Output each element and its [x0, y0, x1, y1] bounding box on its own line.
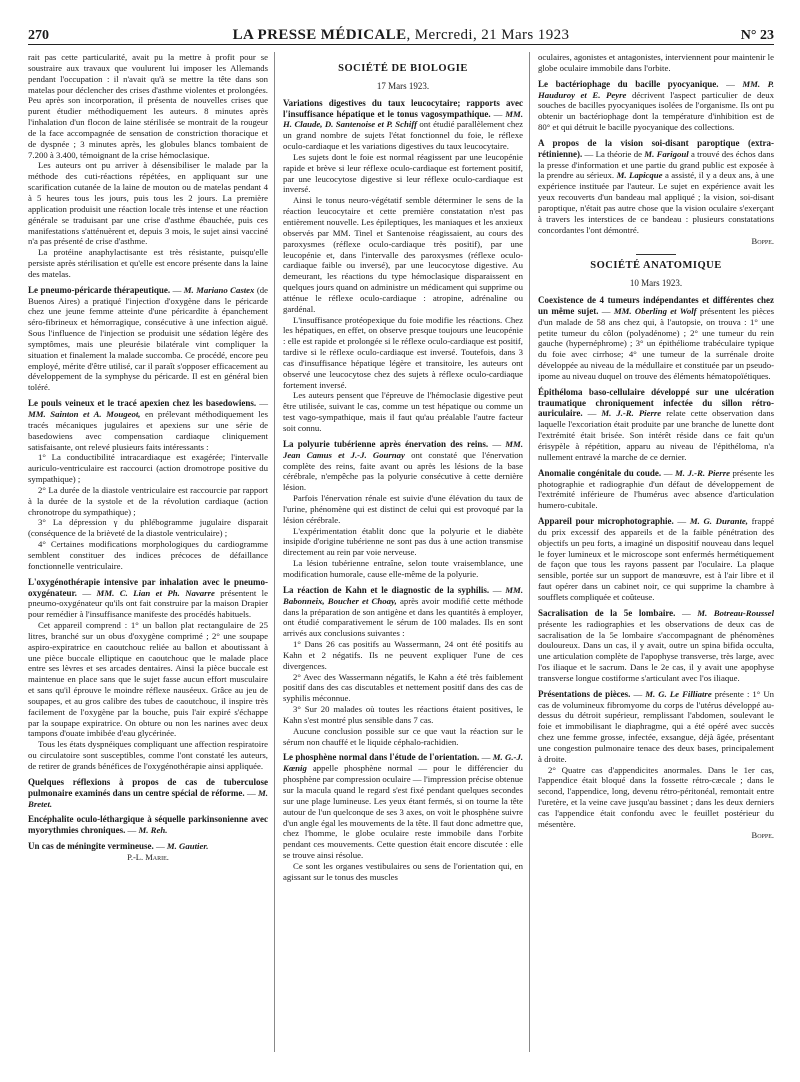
article-body: présentent les pièces d'un malade de 58 ans chez qui, à l'autopsie, on trouva : 1° une petite tumeur du côlon (polyadénome) ; 2° une tumeur du rein gauche (hypernéphrome) ; 3° un épithéliome trabéculaire typique du foie avec cirrhose; 4° une tumeur de la surrénale droite développée au niveau de la médullaire et constituée par un pseudo-ipome au niveau duquel on trouve des éléments hématopoïétiques.	[538, 305, 775, 381]
article: La réaction de Kahn et le diagnostic de la syphilis. — MM. Babonneix, Boucher et Choay, après avoir modifié cette méthode dans la préparation de son antigène et dans les quantités à employer, ont étudié comparativement le sérum de 100 malades. Ils en sont arrivés aux conclusions suivantes : 1° Dans 26 cas positifs au Wassermann, 24 ont été positifs au Kahn et 2 négatifs. Ils ne peuvent expliquer l'une de ces divergences. 2° Avec des Wassermann négatifs, le Kahn a été très faiblement positif dans des cas discutables et nettement positif dans des cas de syphilis méconnue. 3° Sur 20 malades où toutes les réactions étaient positives, le Kahn s'est montré plus sensible dans 7 cas. Aucune conclusion possible sur ce que vaut la réaction sur le sérum non chauffé et le liquide céphalo-rachidien.	[283, 584, 524, 747]
signature: Boppe.	[751, 829, 774, 840]
article-authors: M. Botreau-Roussel	[697, 607, 774, 618]
society-heading: SOCIÉTÉ ANATOMIQUE	[590, 260, 722, 272]
article-authors: MM. P. Hauduroy et E. Peyre	[538, 78, 775, 100]
article-title: Coexistence de 4 tumeurs indépendantes et différentes chez un même sujet.	[538, 295, 774, 316]
paragraph: rait pas cette particularité, avait pu la mettre à profit pour se soustraire aux travaux que voulurent lui imposer les Allemands pendant l'occupation : il n'avait qu'à se mettre la tête dans son matelas pour déclencher des crises d'asthme violentes et prolongées. Peu après son incorporation, il présenta de nouvelles crises que purent étudier méthodiquement les auteurs. 8 minutes après l'inhalation d'un flocon de laine stérilisée se montrait de la rougeur de la face accompagnée de sensation de constriction thoracique et de dyspnée ; 3 minutes après, les globules blancs tombaient de 7.200 à 3.400, témoignant de la crise hémoclasique.	[28, 52, 268, 160]
article-title: Le phosphène normal dans l'étude de l'orientation.	[283, 752, 480, 763]
list-item: 2° La durée de la diastole ventriculaire est raccourcie par rapport à la durée de la systole et de la révolution cardiaque (action chronotrope du sympathique) ;	[28, 484, 268, 517]
session-date: 10 Mars 1923.	[629, 278, 683, 289]
article-authors: M. J.-R. Pierre	[675, 467, 730, 478]
paragraph: Cet appareil comprend : 1° un ballon plat rectangulaire de 25 litres, branché sur un obus d'oxygène comprimé ; 2° une soupape aspiro-expiratrice en caoutchouc reliée au ballon et aboutissant à une pièce buccale elliptique en caoutchouc que le malade place entre ses lèvres et ses arcades dentaires. Ainsi la pièce buccale est maintenue en place sans que le sujet fasse aucun effort musculaire et sans qu'il éprouve le moindre réflexe nauséeux. Grâce au jeu de soupapes, et au gros calibre des tubes de caoutchouc, il inspire très facilement de l'oxygène par la bouche, puis l'air expiré s'échappe par la soupape expiratrice. On obture ou non les narines avec deux tampons d'ouate imbibée d'eau glycérinée.	[28, 620, 268, 739]
journal-title	[88, 27, 714, 44]
article: Le phosphène normal dans l'étude de l'orientation. — M. G.-J. Kœnig appelle phosphène normal — pour le différencier du phosphène par compression oculaire — l'impression précise obtenue sur la macula quand le regard s'est fixé pendant quelques secondes sur une plage lumineuse. Les yeux étant fermés, si on tourne la tête autour de l'un quelconque de ses 3 axes, on voit le phosphène suivre d'un angle égal les mouvements de la tête. Il faut donc admettre que, chez l'homme, le globe oculaire reste immobile dans l'orbite pendant ces mouvements. Cette question était encore discutée : elle se trouve ainsi résolue. Ce sont les organes vestibulaires ou sens de l'orientation qui, en agissant sur le tonus des muscles	[283, 752, 524, 882]
article: Quelques réflexions à propos de cas de tuberculose pulmonaire examinés dans un centre spécial de réforme. — M. Bretet.	[28, 776, 268, 809]
article-authors: MM. H. Claude, D. Santenoise et P. Schiff	[283, 108, 524, 130]
article-authors: M. G. Durante,	[689, 516, 748, 527]
paragraph: La lésion tubérienne entraîne, selon toute vraisemblance, une modification humorale, cause elle-même de la polyurie.	[283, 558, 523, 579]
article: Présentations de pièces. — M. G. Le Filliatre présente : 1° Un cas de volumineux fibromyome du corps de l'utérus développé au-dessus du détroit supérieur, remplissant l'abdomen, soulevant le foie et immobilisant le diaphragme, qui a été opéré avec succès chez une femme grosse, infectée, exsangue, déjà âgée, présentant une congestion pulmonaire tenace des deux bases, principalement à droite. 2° Quatre cas d'appendicites anormales. Dans le 1er cas, l'appendice était bloqué dans la fossette rétro-cæcale ; dans le second, l'appendice, long, devenu rétro-péritonéal, remontait entre l'uretère, et la veine cave jusqu'au bassinet ; dans les deux derniers cas l'appendice était confondu avec le feuillet postérieur du mésentère.	[538, 688, 775, 829]
article-authors: MM. Babonneix, Boucher et Choay,	[283, 584, 524, 606]
article: Le pneumo-péricarde thérapeutique. — M. Mariano Castex (de Buenos Aires) a pratiqué l'injection d'oxygène dans le péricarde chez une jeune femme atteinte d'une péricardite à épanchement séro-fibrineux et hémorragique, consécutive à une infection aiguë. Sous l'influence de l'injection se produisit une sédation légère des symptômes, mais une pleurésie bilatérale vint compliquer la situation et finalement la malade succomba. Ce procédé, encore peu employé, mérite d'être utilisé, car il paraît s'opposer efficacement au développement de la symphyse du péricarde. Il est en général bien toléré.	[28, 284, 268, 393]
article: A propos de la vision soi-disant paroptique (extra-rétinienne). — La théorie de M. Farigoul a trouvé des échos dans la presse d'information et une partie du grand public est exposée à la prendre au sérieux. M. Lapicque a assisté, il y a deux ans, à une expérience instituée par l'auteur. Le sujet en expérience avait les yeux recouverts d'un bandeau mal appliqué ; la vision, soi-disant paroptique, n'était pas autre chose que la vision oculaire s'exerçant à travers les interstices de ce bandeau : plusieurs constatations concordantes l'ont démontré.	[538, 137, 775, 235]
article: L'oxygénothérapie intensive par inhalation avec le pneumo-oxygénateur. — MM. C. Lian et Ph. Navarre présentent le pneumo-oxygénateur qu'ils ont fait construire par la maison Drapier pour remédier à l'insuffisance manifeste des procédés habituels. Cet appareil comprend : 1° un ballon plat rectangulaire de 25 litres, branché sur un obus d'oxygène comprimé ; 2° une soupape aspiro-expiratrice en caoutchouc reliée au ballon et aboutissant à une pièce buccale elliptique en caoutchouc que le malade place entre ses lèvres et ses arcades dentaires. Ainsi la pièce buccale est maintenue en place sans que le sujet fasse aucun effort musculaire et sans qu'il éprouve le moindre réflexe nauséeux. Grâce au jeu de soupapes, et au gros calibre des tubes de caoutchouc, il inspire très facilement de l'oxygène par la bouche, puis l'air expiré s'échappe par la soupape expiratrice. On obture ou non les narines avec deux tampons d'ouate imbibée d'eau glycérinée. Tous les états dyspnéiques compliquant une affection respiratoire ou circulatoire sont susceptibles, comme l'ont constaté les auteurs, de retirer de grands bénéfices de l'oxygénothérapie ainsi appliquée.	[28, 576, 268, 771]
session-date: 17 Mars 1923.	[376, 80, 430, 91]
article-authors: M. J.-R. Pierre	[601, 408, 662, 419]
article-title: Appareil pour microphotographie.	[538, 516, 674, 527]
article: Anomalie congénitale du coude. — M. J.-R. Pierre présente les photographie et radiographie d'un défaut de développement de l'extrémité inférieure de l'humérus avec absence d'articulation humero-cubitale.	[538, 467, 774, 511]
society-heading: SOCIÉTÉ DE BIOLOGIE	[338, 63, 468, 74]
article-authors: M. Farigoul	[644, 148, 689, 159]
list-item: 4° Certaines modifications morphologiques du cardiogramme semblent constituer des indices précoces de défaillance fonctionnelle ventriculaire.	[28, 539, 268, 571]
article: Épithéloma baso-cellulaire développé sur une ulcération traumatique chroniquement infectée du sillon rétro-auriculaire. — M. J.-R. Pierre relate cette observation dans laquelle l'excoriation était produite par une branche de lunette dont l'extrémité était brisée. Son intérêt réside dans ce fait qu'un érisypèle à répétition, apparu au niveau de l'épithéloma, n'a nullement entravé la marche de ce dernier.	[538, 386, 775, 462]
article-authors: M. Gautier.	[166, 841, 209, 852]
page-number: 270	[28, 28, 49, 43]
article-authors: M. G. Le Filliatre	[645, 688, 712, 699]
column-1	[28, 52, 268, 863]
article-title: Quelques réflexions à propos de cas de tuberculose pulmonaire examinés dans un centre spécial de réforme.	[28, 776, 268, 798]
article-title: Sacralisation de la 5e lombaire.	[538, 607, 676, 618]
article-title: Épithéloma baso-cellulaire développé sur une ulcération traumatique chroniquement infectée du sillon rétro-auriculaire.	[538, 386, 774, 419]
article-authors: M. Lapicque	[616, 170, 663, 181]
paragraph: Les sujets dont le foie est normal réagissent par une leucopénie rapide et brève si leur réflexe oculo-cardiaque est fortement positif, par une leucocytose digestive si leur réflexe oculo-cardiaque est inversé.	[283, 151, 523, 195]
article-title: A propos de la vision soi-disant paroptique (extra-rétinienne).	[538, 137, 774, 159]
article-body: décrivent l'aspect particulier de deux souches de bacilles pyocyaniques isolées de l'organisme. Ils ont pu obtenir un bactériophage dont la température d'inhibition est de 80° et qui détruit le bacille pyocyanique des collections.	[538, 89, 774, 133]
list-item: Aucune conclusion possible sur ce que vaut la réaction sur le sérum non chauffé et le liquide céphalo-rachidien.	[283, 725, 523, 747]
page-header	[28, 18, 774, 45]
article-body: après avoir modifié cette méthode dans la préparation de son antigène et dans les quantités à employer, ont étudié comparativement le sérum de 100 malades. Ils en sont arrivés aux conclusions suivantes :	[283, 595, 523, 639]
paragraph: Tous les états dyspnéiques compliquant une affection respiratoire ou circulatoire sont susceptibles, comme l'ont constaté les auteurs, de retirer de grands bénéfices de l'oxygénothérapie ainsi appliquée.	[28, 739, 268, 771]
paragraph: Les auteurs ont pu arriver à désensibiliser le malade par la méthode des cuti-réactions répétées, en appliquant sur une scarification cutanée de la laine de mouton ou de matelas pendant 4 à 5 heures tous les jours, puis tous les 2 jours. La première application produisit une réaction locale très intense et une réaction générale se traduisant par une crise d'asthme ébauchée, puis ces manifestations s'atténuèrent et, depuis 3 mois, le sujet ainsi vacciné n'a pas présenté de crise d'asthme.	[28, 160, 268, 247]
article-title: Anomalie congénitale du coude.	[538, 467, 662, 478]
paragraph: L'insuffisance protéopexique du foie modifie les réactions. Chez les hépatiques, en effet, on observe presque toujours une leucopénie : elle est rapide et prolongée si le réflexe oculo-cardiaque est positif, tardive si le réflexe oculo-cardiaque est inversé. Toutefois, dans 3 cas d'insuffisance hépatique légère et transitoire, les auteurs ont observé une leucocytose chez des sujets à réflexe oculo-cardiaque fortement inversé.	[283, 314, 523, 390]
paragraph: Parfois l'énervation rénale est suivie d'une élévation du taux de l'urine, phénomène qui est distinct de celui qui est provoqué par la lésion cérébrale.	[283, 493, 523, 525]
article-authors: M. Mariano Castex	[183, 284, 255, 295]
article: Variations digestives du taux leucocytaire; rapports avec l'insuffisance hépatique et le tonus vagosympathique. — MM. H. Claude, D. Santenoise et P. Schiff ont étudié parallèlement chez un grand nombre de sujets l'état fonctionnel du foie, le réflexe oculo-cardiaque et les variations digestives du taux leucocytaire. Les sujets dont le foie est normal réagissent par une leucopénie rapide et brève si leur réflexe oculo-cardiaque est fortement positif, par une leucocytose digestive si leur réflexe oculo-cardiaque est inversé. Ainsi le tonus neuro-végétatif semble déterminer le sens de la réaction leucocytaire et cette première constatation n'est pas entièrement nouvelle. Les épileptiques, les maniaques et les anxieux observés par MM. Tinel et Santenoise réagissaient, au cours des paroxysmes (réflexe oculo-cardiaque très positif), par une leucopénie et, dans l'intervalle des paroxysmes (réflexe oculo-cardiaque faible ou inversé), par une leucocytose digestive. Au demeurant, les réactions du type hémoclasique disparaissent en quelques jours quand on administre un médicament qui supprime ou atténue le réflexe oculo-cardiaque : atropine, adrénaline ou gardénal. L'insuffisance protéopexique du foie modifie les réactions. Chez les hépatiques, en effet, on observe presque toujours une leucopénie : elle est rapide et prolongée si le réflexe oculo-cardiaque est positif, tardive si le réflexe oculo-cardiaque est inversé. Toutefois, dans 3 cas d'insuffisance hépatique légère et transitoire, les auteurs ont observé une leucocytose chez des sujets à réflexe oculo-cardiaque fortement inversé. Les auteurs pensent que l'épreuve de l'hémoclasie digestive peut être utilisée, suivant le cas, comme un test hépatique ou comme un test vago-sympathique, mais il faut qu'au préalable l'autre facteur soit connu.	[283, 97, 524, 433]
paragraph: L'expérimentation établit donc que la polyurie et le diabète insipide d'origine tubérienne ne sont pas dus à une action transmise directement au rein par voie nerveuse.	[283, 525, 523, 558]
column-divider	[274, 52, 275, 1052]
paragraph: La protéine anaphylactisante est très résistante, puisqu'elle persiste après stérilisation et qu'elle est encore présente dans la laine des matelas.	[28, 247, 268, 279]
article-body: présente les radiographies et les observations de deux cas de sacralisation de la 5e lombaire s'accompagnant de phénomènes douloureux. Dans un cas, il y avait, outre un spina bifida occulta, une articulation complète de l'apophyse transverse, très large, avec l'os iliaque et le sacrum. Dans le 2e cas, il y avait une apophyse transverse longue costiforme s'articulant avec l'os iliaque.	[538, 618, 774, 683]
article-authors: MM. C. Lian et Ph. Navarre	[96, 587, 215, 598]
article: Le bactériophage du bacille pyocyanique. — MM. P. Hauduroy et E. Peyre décrivent l'aspect particulier de deux souches de bacilles pyocyaniques isolées de l'organisme. Ils ont pu obtenir un bactériophage dont la température d'inhibition est de 80° et qui détruit le bacille pyocyanique des collections.	[538, 78, 775, 133]
article-title: Présentations de pièces.	[538, 688, 631, 699]
article-title: Le pneumo-péricarde thérapeutique.	[28, 284, 171, 295]
issue-date: , Mercredi, 21 Mars 1923	[406, 27, 570, 43]
article-body: présente : 1° Un cas de volumineux fibromyome du corps de l'utérus développé au-dessus du détroit supérieur, remplissant l'abdomen, soulevant le foie et immobilisant le diaphragme, qui a été opéré avec succès chez une femme grosse, infectée, exsangue, déjà âgée, présentant une congestion pulmonaire tenace des deux bases, principalement à droite.	[538, 688, 775, 764]
article: La polyurie tubérienne après énervation des reins. — MM. Jean Camus et J.-J. Gournay ont constaté que l'énervation complète des reins, faite avant ou après les lésions de la base cérébrale, n'empêche pas la polyurie consécutive à cette dernière lésion. Parfois l'énervation rénale est suivie d'une élévation du taux de l'urine, phénomène qui est distinct de celui qui est provoqué par la lésion cérébrale. L'expérimentation établit donc que la polyurie et le diabète insipide d'origine tubérienne ne sont pas dus à une action transmise directement au rein par voie nerveuse. La lésion tubérienne entraîne, selon toute vraisemblance, une modification humorale, cause elle-même de la polyurie.	[283, 438, 524, 579]
article-authors: M. G.-J. Kœnig	[283, 752, 524, 774]
article-authors: MM. Oberling et Wolf	[613, 305, 697, 316]
article-title: Variations digestives du taux leucocytaire; rapports avec l'insuffisance hépatique et le tonus vagosympathique.	[283, 97, 523, 119]
column-2	[283, 52, 523, 883]
article-body: présente les photographie et radiographie d'un défaut de développement de l'extrémité inférieure de l'humérus avec absence d'articulation humero-cubitale.	[538, 467, 774, 511]
article: Un cas de méningite vermineuse. — M. Gautier.	[28, 841, 209, 852]
list-item: 2° Avec des Wassermann négatifs, le Kahn a été très faiblement positif dans des cas discutables et nettement positif dans des cas de syphilis méconnue.	[283, 671, 523, 704]
article-authors: M. Reh.	[138, 825, 168, 836]
article-body: a trouvé des échos dans la presse d'information et une partie du grand public est exposée à la prendre au sérieux.	[538, 148, 775, 181]
list-item: 1° La conductibilité intracardiaque est exagérée; l'intervalle auriculo-ventriculaire est raccourci (action dromotrope positive du sympathique) ;	[28, 452, 268, 485]
divider	[636, 254, 676, 255]
paragraph: oculaires, agonistes et antagonistes, interviennent pour maintenir le globe oculaire immobile dans l'orbite.	[538, 52, 774, 73]
signature: Boppe.	[751, 235, 774, 246]
signature: P.-L. Marie.	[127, 851, 169, 862]
article-title: La réaction de Kahn et le diagnostic de la syphilis.	[283, 584, 490, 595]
article-title: La polyurie tubérienne après énervation des reins.	[283, 438, 489, 449]
paragraph: Les auteurs pensent que l'épreuve de l'hémoclasie digestive peut être utilisée, suivant le cas, comme un test hépatique ou comme un test vago-sympathique, mais il faut qu'au préalable l'autre facteur soit connu.	[283, 390, 523, 433]
article: Sacralisation de la 5e lombaire. — M. Botreau-Roussel présente les radiographies et les observations de deux cas de sacralisation de la 5e lombaire s'accompagnant de phénomènes douloureux. Dans un cas, il y avait, outre un spina bifida occulta, une articulation complète de l'apophyse transverse, très large, avec l'os iliaque et le sacrum. Dans le 2e cas, il y avait une apophyse transverse longue costiforme s'articulant avec l'os iliaque.	[538, 607, 774, 683]
article-body: frappé du prix excessif des appareils et de la faible pénétration des objectifs un peu forts, a imaginé un dispositif nouveau dans lequel le foyer lumineux et le microscope sont enfermés hermétiquement de façon que tous les rayons passent par l'oculaire. La plaque sensible, portée sur un support de manœuvre, est à l'air libre et il faut opérer dans un cabinet noir, ce qui supprime la chambre à soufflets compliquée et coûteuse.	[538, 516, 774, 602]
article-title: Encéphalite oculo-léthargique à séquelle parkinsonienne avec myorythmies chroniques.	[28, 814, 268, 836]
list-item: 1° Dans 26 cas positifs au Wassermann, 24 ont été positifs au Kahn et 2 négatifs. Ils ne peuvent expliquer l'une de ces divergences.	[283, 639, 523, 671]
article-body: appelle phosphène normal — pour le différencier du phosphène par compression oculaire — l'impression précise obtenue sur la macula quand le regard s'est fixé pendant quelques secondes sur une plage lumineuse. Les yeux étant fermés, si on tourne la tête autour de l'un quelconque de ses 3 axes, on voit le phosphène suivre d'un angle égal les mouvements de la tête. Il faut donc admettre que, chez l'homme, le globe oculaire reste immobile dans l'orbite pendant ces mouvements. Cette question était encore discutée : elle se trouve ainsi résolue.	[283, 763, 523, 861]
list-item: 3° Sur 20 malades où toutes les réactions étaient positives, le Kahn s'est montré plus sensible dans 7 cas.	[283, 704, 523, 725]
article-authors: MM. Jean Camus et J.-J. Gournay	[283, 438, 524, 460]
article: Encéphalite oculo-léthargique à séquelle parkinsonienne avec myorythmies chroniques. — M. Reh.	[28, 814, 268, 836]
paragraph: 2° Quatre cas d'appendicites anormales. Dans le 1er cas, l'appendice était bloqué dans la fossette rétro-cæcale ; dans le second, l'appendice, long, devenu rétro-péritonéal, remontait entre l'uretère, et la veine cave jusqu'au bassinet ; dans les deux derniers cas l'appendice était confondu avec le feuillet postérieur du mésentère.	[538, 764, 774, 829]
article-body: ont étudié parallèlement chez un grand nombre de sujets l'état fonctionnel du foie, le réflexe oculo-cardiaque et les variations digestives du taux leucocytaire.	[283, 119, 523, 152]
article: Appareil pour microphotographie. — M. G. Durante, frappé du prix excessif des appareils et de la faible pénétration des objectifs un peu forts, a imaginé un dispositif nouveau dans lequel le foyer lumineux et le microscope sont enfermés hermétiquement de façon que tous les rayons passent par l'oculaire. La plaque sensible, portée sur un support de manœuvre, est à l'air libre et il faut opérer dans un cabinet noir, ce qui supprime la chambre à soufflets compliquée et coûteuse.	[538, 516, 774, 602]
article-body: en prélevant méthodiquement les tracés mécaniques jugulaires et apexiens sur une série de basedowiens avec compensation cardiaque cliniquement satisfaisante, ont relevé plusieurs faits intéressants :	[28, 409, 268, 452]
article: Coexistence de 4 tumeurs indépendantes et différentes chez un même sujet. — MM. Oberling et Wolf présentent les pièces d'un malade de 58 ans chez qui, à l'autopsie, on trouva : 1° une petite tumeur du côlon (polyadénome) ; 2° une tumeur du rein gauche (hypernéphrome) ; 3° un épithéliome trabéculaire typique du foie avec cirrhose; 4° une tumeur de la surrénale droite développée au niveau de la médullaire et constituée par un pseudo-ipome au niveau duquel on trouve des éléments hématopoïétiques.	[538, 295, 775, 381]
column-3	[538, 52, 774, 841]
article-title: Un cas de méningite vermineuse.	[28, 841, 154, 852]
article-authors: MM. Sainton et A. Mougeot,	[28, 409, 141, 419]
article-body: (de Buenos Aires) a pratiqué l'injection d'oxygène dans le péricarde chez une jeune femme atteinte d'une péricardite à épanchement séro-fibrineux et hémorragique, consécutive à une infection aiguë. Sous l'influence de l'injection se produisit une sédation légère des symptômes, mais une pleurésie bilatérale vint compliquer la situation et finalement la malade succomba. Ce procédé, encore peu employé, mérite d'être utilisé, car il paraît s'opposer efficacement au développement de la symphyse du péricarde. Il est en général bien toléré.	[28, 284, 268, 393]
list-item: 3° La dépression γ du phlébogramme jugulaire disparait (conséquence de la brièveté de la diastole ventriculaire) ;	[28, 517, 268, 539]
paragraph: Ainsi le tonus neuro-végétatif semble déterminer le sens de la réaction leucocytaire et cette première constatation n'est pas entièrement nouvelle. Les épileptiques, les maniaques et les anxieux observés par MM. Tinel et Santenoise réagissaient, au cours des paroxysmes (réflexe oculo-cardiaque très positif), par une leucopénie et, dans l'intervalle des paroxysmes (réflexe oculo-cardiaque faible ou inversé), par une leucocytose digestive. Au demeurant, les réactions du type hémoclasique disparaissent en quelques jours quand on administre un médicament qui supprime ou atténue le réflexe oculo-cardiaque : atropine, adrénaline ou gardénal.	[283, 195, 523, 314]
column-divider	[529, 52, 530, 1052]
article-body: présentent le pneumo-oxygénateur qu'ils ont fait construire par la maison Drapier pour remédier à l'insuffisance manifeste des procédés habituels.	[28, 587, 268, 620]
journal-name: LA PRESSE MÉDICALE	[232, 27, 407, 43]
article: Le pouls veineux et le tracé apexien chez les basedowiens. — MM. Sainton et A. Mougeot, en prélevant méthodiquement les tracés mécaniques jugulaires et apexiens sur une série de basedowiens avec compensation cardiaque cliniquement satisfaisante, ont relevé plusieurs faits intéressants : 1° La conductibilité intracardiaque est exagérée; l'intervalle auriculo-ventriculaire est raccourci (action dromotrope positive du sympathique) ; 2° La durée de la diastole ventriculaire est raccourcie par rapport à la durée de la systole et de la révolution cardiaque (action chronotrope du sympathique) ; 3° La dépression γ du phlébogramme jugulaire disparait (conséquence de la brièveté de la diastole ventriculaire) ; 4° Certaines modifications morphologiques du cardiogramme semblent constituer des indices précoces de défaillance fonctionnelle ventriculaire.	[28, 398, 269, 571]
paragraph: Ce sont les organes vestibulaires ou sens de l'orientation qui, en agissant sur le tonus des muscles	[283, 860, 523, 882]
article-body: La théorie de	[593, 148, 645, 159]
article-title: L'oxygénothérapie intensive par inhalation avec le pneumo-oxygénateur.	[28, 576, 268, 598]
article-title: Le pouls veineux et le tracé apexien chez les basedowiens.	[28, 398, 257, 409]
article-body: ont constaté que l'énervation complète des reins, faite avant ou après les lésions de la base cérébrale, n'empêche pas la polyurie consécutive à cette dernière lésion.	[283, 449, 523, 493]
article-authors: M. Bretet.	[28, 787, 268, 809]
article-body: relate cette observation dans laquelle l'excoriation était produite par une branche de lunette dont l'extrémité était brisée. Son intérêt réside dans ce fait qu'un érisypèle à répétition, apparu au niveau de l'épithéloma, n'a nullement entravé la marche de ce dernier.	[538, 408, 775, 462]
article-title: Le bactériophage du bacille pyocyanique.	[538, 78, 719, 89]
issue-number: N° 23	[740, 28, 774, 43]
article-body: a assisté, il y a deux ans, à une expérience instituée par l'auteur. Le sujet en expérience avait les yeux recouverts d'un bandeau mal appliqué ; la vision, soi-disant paroptique, n'était pas autre chose que la vision oculaire s'exerçant à travers les interstices de ce bandeau : plusieurs constatations concordantes l'ont démontré.	[538, 170, 774, 235]
